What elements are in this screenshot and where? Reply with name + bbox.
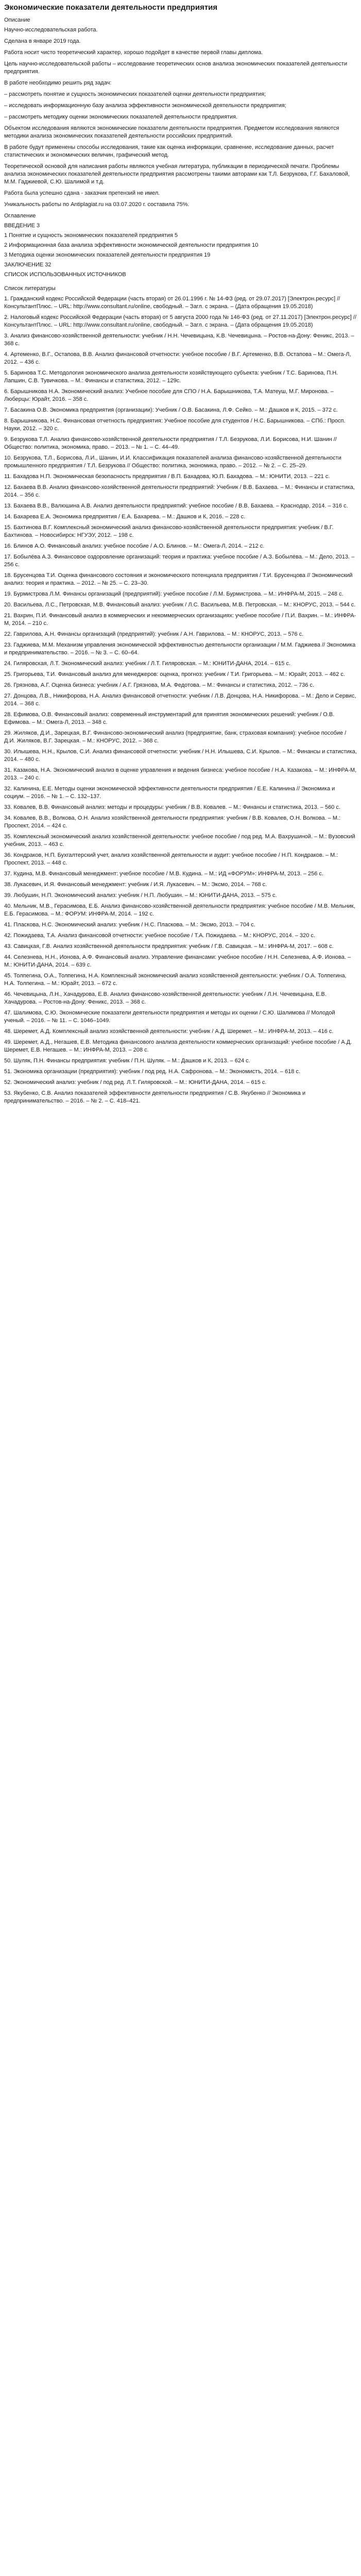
reference-item: 14. Бахарева Е.А. Экономика предприятия / Е.А. Бахарева. – М.: Дашков и К, 2016. – 228 с. xyxy=(4,514,246,520)
reference-item: 8. Барышникова, Н.С. Финансовая отчетность предприятия: Учебное пособие для студентов / Н.С. Барышникова. – СПб.: Просп. Науки, 2012. – 320 с. xyxy=(4,418,346,432)
reference-item: 20. Васильева, Л.С., Петровская, М.В. Финансовый анализ: учебник / Л.С. Васильева, М.В. Петровская. – М.: КНОРУС, 2013. – 544 с. xyxy=(4,602,356,608)
toc-item: 3 Методика оценки экономических показателей деятельности предприятия 19 xyxy=(4,252,211,258)
reference-item: 24. Гиляровская, Л.Т. Экономический анализ: учебник / Л.Т. Гиляровская. – М.: ЮНИТИ-ДАНА, 2014. – 615 с. xyxy=(4,660,291,667)
toc-label: Оглавление xyxy=(4,213,36,219)
reference-item: 23. Гаджиева, М.М. Механизм управления экономической эффективностью деятельности организации / М.М. Гаджиева // Экономика и предпринимательство. – 2016. – № 3. – С. 60–64. xyxy=(4,642,356,656)
reference-item: 39. Любушин, Н.П. Экономический анализ: учебник / Н.П. Любушин. – М.: ЮНИТИ-ДАНА, 2013. – 575 с. xyxy=(4,892,277,899)
toc-item: 2 Информационная база анализа эффективности экономической деятельности предприятия 10 xyxy=(4,242,259,248)
reference-item: 1. Гражданский кодекс Российской Федерации (часть вторая) от 26.01.1996 г. № 14-ФЗ (ред. от 29.07.2017) [Электрон.ресурс] // КонсультантПлюс. – URL: http://www.consultant.ru/online, свободный. – Загл. с экрана. – (Дата обращения 19.05.2018) xyxy=(4,296,340,310)
reference-item: 52. Экономический анализ: учебник / под ред. Л.Т. Гиляровской. – М.: ЮНИТИ-ДАНА, 2014. – 615 с. xyxy=(4,1079,267,1086)
reference-item: 34. Ковалев, В.В., Волкова, О.Н. Анализ хозяйственной деятельности предприятия: учебник / В.В. Ковалев, О.Н. Волкова. – М.: Проспект, 2014. – 424 с. xyxy=(4,815,341,829)
reference-item: 31. Казакова, Н.А. Экономический анализ в оценке управления и ведения бизнеса: учебное пособие / Н.А. Казакова. – М.: ИНФРА-М, 2013. – 240 с. xyxy=(4,767,357,781)
article xyxy=(0,0,361,1118)
description-paragraph: Сделана в январе 2019 года. xyxy=(4,38,81,44)
description-paragraph: Уникальность работы по Antiplagiat.ru на 03.07.2020 г. составила 75%. xyxy=(4,201,190,208)
reference-item: 28. Ефимова, О.В. Финансовый анализ: современный инструментарий для принятия экономических решений: учебник / О.В. Ефимова. – М.: Омега-Л, 2013. – 348 с. xyxy=(4,711,335,725)
reference-item: 19. Бурмистрова Л.М. Финансы организаций (предприятий): учебное пособие / Л.М. Бурмистрова. – М.: ИНФРА-М, 2015. – 248 с. xyxy=(4,591,343,597)
reference-item: 36. Кондраков, Н.П. Бухгалтерский учет, анализ хозяйственной деятельности и аудит: учебное пособие / Н.П. Кондраков. – М.: Проспект, 2013. – 448 с. xyxy=(4,852,338,866)
reference-item: 48. Шеремет, А.Д. Комплексный анализ хозяйственной деятельности: учебник / А.Д. Шеремет. – М.: ИНФРА-М, 2013. – 416 с. xyxy=(4,1028,334,1035)
reference-item: 3. Анализ финансово-хозяйственной деятельности: учебник / Н.Н. Чечевицына, К.В. Чечевицына. – Ростов-на-Дону: Феникс, 2013. – 368 с. xyxy=(4,333,354,347)
reference-item: 29. Жиляков, Д.И., Зарецкая, В.Г. Финансово-экономический анализ (предприятие, банк, страховая компания): учебное пособие / Д.И. Жиляков, В.Г. Зарецкая. – М.: КНОРУС, 2012. – 368 с. xyxy=(4,730,347,744)
reference-item: 44. Селезнева, Н.Н., Ионова, А.Ф. Финансовый анализ. Управление финансами: учебное пособие / Н.Н. Селезнева, А.Ф. Ионова. – М.: ЮНИТИ-ДАНА, 2014. – 639 с. xyxy=(4,954,351,968)
description-paragraph: Цель научно-исследовательской работы – исследование теоретических основ анализа экономических показателей деятельности предприятия. xyxy=(4,61,348,75)
page-title: Экономические показатели деятельности предприятия xyxy=(4,3,218,12)
toc-item: СПИСОК ИСПОЛЬЗОВАННЫХ ИСТОЧНИКОВ xyxy=(4,272,126,278)
references-section xyxy=(4,285,357,1105)
reference-item: 50. Шуляк, П.Н. Финансы предприятия: учебник / П.Н. Шуляк. – М.: Дашков и К, 2013. – 624 с. xyxy=(4,1058,250,1064)
reference-item: 21. Вахрин, П.И. Финансовый анализ в коммерческих и некоммерческих организациях: учебное пособие / П.И. Вахрин. – М.: ИНФРА-М, 2014. – 210 с. xyxy=(4,613,356,626)
reference-item: 2. Налоговый кодекс Российской Федерации (часть вторая) от 5 августа 2000 года № 146-ФЗ (ред. от 27.11.2017) [Электрон.ресурс] // КонсультантПлюс. – URL: http://www.consultant.ru/online, свободный. – Загл. с экрана. – (Дата обращения 19.05.2018) xyxy=(4,314,357,328)
reference-item: 30. Илышева, Н.Н., Крылов, С.И. Анализ финансовой отчетности: учебник / Н.Н. Илышева, С.И. Крылов. – М.: Финансы и статистика, 2014. – 480 с. xyxy=(4,749,357,762)
description-paragraph: – исследовать информационную базу анализа эффективности экономической деятельности предприятия; xyxy=(4,103,286,109)
reference-item: 40. Мельник, М.В., Герасимова, Е.Б. Анализ финансово-хозяйственной деятельности предприятия: учебное пособие / М.В. Мельник, Е.Б. Герасимова. – М.: ФОРУМ: ИНФРА-М, 2014. – 192 с. xyxy=(4,903,355,917)
reference-item: 7. Басакина О.В. Экономика предприятия (организации): Учебник / О.В. Басакина, Л.Ф. Сейко. – М.: Дашков и К, 2015. – 372 c. xyxy=(4,407,338,413)
references-list xyxy=(4,295,357,1105)
reference-item: 26. Грязнова, А.Г. Оценка бизнеса: учебник / А.Г. Грязнова, М.А. Федотова. – М.: Финансы и статистика, 2012. – 736 с. xyxy=(4,682,315,688)
reference-item: 35. Комплексный экономический анализ хозяйственной деятельности: учебное пособие / под ред. М.А. Вахрушиной. – М.: Вузовский учебник, 2013. – 463 с. xyxy=(4,834,355,848)
description-paragraph: Объектом исследования являются экономические показатели деятельности предприятия. Предметом исследования являются методики анализа экономических показателей деятельности российских предприятий. xyxy=(4,125,339,139)
reference-item: 41. Пласкова, Н.С. Экономический анализ: учебник / Н.С. Пласкова. – М.: Эксмо, 2013. – 704 с. xyxy=(4,922,255,928)
reference-item: 15. Бахтинова В.Г. Комплексный экономический анализ финансово-хозяйственной деятельности предприятия: учебник / В.Г. Бахтинова. – Новосибирск: НГУЭУ, 2012. – 198 с. xyxy=(4,524,334,538)
reference-item: 11. Бахадова Н.П. Экономическая безопасность предприятия / В.П. Бахадова, Ю.П. Бахадова. – М.: ЮНИТИ, 2013. – 221 с. xyxy=(4,473,330,480)
reference-item: 17. Бобылёва А.З. Финансовое оздоровление организаций: теория и практика: учебное пособие / А.З. Бобылёва. – М.: Дело, 2013. – 256 с. xyxy=(4,554,355,568)
reference-item: 32. Калинина, Е.Е. Методы оценки экономической эффективности деятельности предприятия / Е.Е. Калинина // Экономика и социум. – 2016. – № 1. – С. 132–137. xyxy=(4,786,335,800)
description-paragraph: – рассмотреть понятие и сущность экономических показателей оценки деятельности предприятия; xyxy=(4,91,266,97)
description-paragraph: Научно-исследовательская работа. xyxy=(4,27,98,33)
reference-item: 45. Толпегина, О.А., Толпегина, Н.А. Комплексный экономический анализ хозяйственной деятельности: учебник / О.А. Толпегина, Н.А. Толпегина. – М.: Юрайт, 2013. – 672 с. xyxy=(4,973,347,987)
description-body xyxy=(4,26,357,209)
reference-item: 43. Савицкая, Г.В. Анализ хозяйственной деятельности предприятия: учебник / Г.В. Савицкая. – М.: ИНФРА-М, 2017. – 608 с. xyxy=(4,943,334,950)
references-label: Список литературы xyxy=(4,285,56,292)
description-paragraph: Работа была успешно сдана - заказчик претензий не имел. xyxy=(4,190,160,196)
toc-item: 1 Понятие и сущность экономических показателей предприятия 5 xyxy=(4,232,178,239)
description-paragraph: Теоретической основой для написания работы являются учебная литература, публикации в периодической печати. Проблемы анализа экономических показателей деятельности предприятия рассмотрены такими авторами как Т.Л. Безрукова, Г.Г. Бахаловой, М.М. Гаджиевой, С.Ю. Шалимой и т.д. xyxy=(4,163,350,185)
reference-item: 51. Экономика организации (предприятия): учебник / под ред. Н.А. Сафронова. – М.: Экономистъ, 2014. – 618 с. xyxy=(4,1069,300,1075)
reference-item: 25. Григорьева, Т.И. Финансовый анализ для менеджеров: оценка, прогноз: учебник / Т.И. Григорьева. – М.: Юрайт, 2013. – 462 с. xyxy=(4,671,345,677)
reference-item: 6. Барышникова Н.А. Экономический анализ: Учебное пособие для СПО / Н.А. Барышникова, Т.А. Матеуш, М.Г. Миронова. – Люберцы: Юрайт, 2016. – 358 c. xyxy=(4,388,334,402)
reference-item: 10. Безрукова, Т.Л., Борисова, Л.И., Шанин, И.И. Классификация показателей анализа финансово-хозяйственной деятельности промышленного предприятия / Т.Л. Безрукова // Общество: политика, экономика, право. – 2012. – № 2. – С. 25–29. xyxy=(4,455,341,469)
description-label: Описание xyxy=(4,17,30,23)
table-of-contents xyxy=(4,212,357,279)
reference-item: 42. Пожидаева, Т.А. Анализ финансовой отчетности: учебное пособие / Т.А. Пожидаева. – М.: КНОРУС, 2014. – 320 с. xyxy=(4,933,315,939)
reference-item: 27. Донцова, Л.В., Никифорова, Н.А. Анализ финансовой отчетности: учебник / Л.В. Донцова, Н.А. Никифорова. – М.: Дело и Сервис, 2014. – 368 с. xyxy=(4,693,356,707)
reference-item: 33. Ковалев, В.В. Финансовый анализ: методы и процедуры: учебник / В.В. Ковалев. – М.: Финансы и статистика, 2013. – 560 с. xyxy=(4,804,340,810)
toc-items xyxy=(4,232,357,279)
reference-item: 47. Шалимова, С.Ю. Экономические показатели деятельности предприятия и методы их оценки / С.Ю. Шалимова // Молодой ученый. – 2016. – № 11. – С. 1046–1049. xyxy=(4,1010,335,1024)
reference-item: 22. Гаврилова, А.Н. Финансы организаций (предприятий): учебник / А.Н. Гаврилова. – М.: КНОРУС, 2013. – 576 с. xyxy=(4,631,304,637)
reference-item: 4. Артеменко, В.Г., Остапова, В.В. Анализ финансовой отчетности: учебное пособие / В.Г. Артеменко, В.В. Остапова – М.: Омега-Л, 2012. – 436 с. xyxy=(4,351,351,365)
reference-item: 46. Чечевицына, Л.Н., Хачадурова, Е.В. Анализ финансово-хозяйственной деятельности: учебник / Л.Н. Чечевицына, Е.В. Хачадурова. – Ростов-на-Дону: Феникс, 2013. – 368 с. xyxy=(4,991,326,1005)
reference-item: 16. Блинов А.О. Финансовый анализ: учебное пособие / А.О. Блинов. – М.: Омега-Л, 2014. – 212 с. xyxy=(4,543,265,549)
toc-item: ЗАКЛЮЧЕНИЕ 32 xyxy=(4,262,51,268)
reference-item: 38. Лукасевич, И.Я. Финансовый менеджмент: учебник / И.Я. Лукасевич. – М.: Эксмо, 2014. – 768 с. xyxy=(4,882,267,888)
toc-heading: ВВЕДЕНИЕ 3 xyxy=(4,223,40,229)
reference-item: 12. Бахаева В.В. Анализ финансово-хозяйственной деятельности предприятий: Учебник / В.В. Бахаева. – М.: Финансы и статистика, 2014. – 356 с. xyxy=(4,484,355,498)
description-paragraph: Работа носит чисто теоретический характер, хорошо подойдет в качестве первой главы диплома. xyxy=(4,49,263,56)
description-paragraph: В работе необходимо решить ряд задач: xyxy=(4,80,112,86)
description-paragraph: – рассмотреть методику оценки экономических показателей деятельности предприятия. xyxy=(4,114,238,120)
reference-item: 53. Якубенко, С.В. Анализ показателей эффективности деятельности предприятия / С.В. Якубенко // Экономика и предпринимательство. – 2016. – № 2. – С. 418–421. xyxy=(4,1090,306,1104)
reference-item: 18. Брусенцова Т.И. Оценка финансового состояния и экономического потенциала предприятия / Т.И. Брусенцова // Экономический анализ: теория и практика. – 2012. – № 25. – С. 23–30. xyxy=(4,572,353,586)
reference-item: 37. Кудина, М.В. Финансовый менеджмент: учебное пособие / М.В. Кудина. – М.: ИД «ФОРУМ»: ИНФРА-М, 2013. – 256 с. xyxy=(4,871,323,877)
description-section xyxy=(4,16,357,209)
reference-item: 5. Баринова Т.С. Методология экономического анализа деятельности хозяйствующего субъекта: учебник / Т.С. Баринова, П.Н. Лапшин, С.В. Тувичкова. – М.: Финансы и статистика, 2012. – 129с. xyxy=(4,370,338,384)
description-paragraph: В работе будут применены способы исследования, такие как оценка информации, сравнение, исследование данных, расчет статистических и экономических величин, графический метод. xyxy=(4,144,334,158)
reference-item: 49. Шеремет, А.Д., Негашев, Е.В. Методика финансового анализа деятельности коммерческих организаций: учебное пособие / А.Д. Шеремет, Е.В. Негашев. – М.: ИНФРА-М, 2013. – 208 с. xyxy=(4,1039,352,1053)
reference-item: 13. Бахаева В.В., Валюшина А.В. Анализ деятельности предприятий: учебное пособие / В.В. Бахаева. – Краснодар, 2014. – 316 с. xyxy=(4,503,348,509)
reference-item: 9. Безрукова Т.Л. Анализ финансово-хозяйственной деятельности предприятия / Т.Л. Безрукова, Л.И. Борисова, Н.И. Шанин // Общество: политика, экономика, право. – 2013. – № 1. – С. 44–49. xyxy=(4,436,337,450)
